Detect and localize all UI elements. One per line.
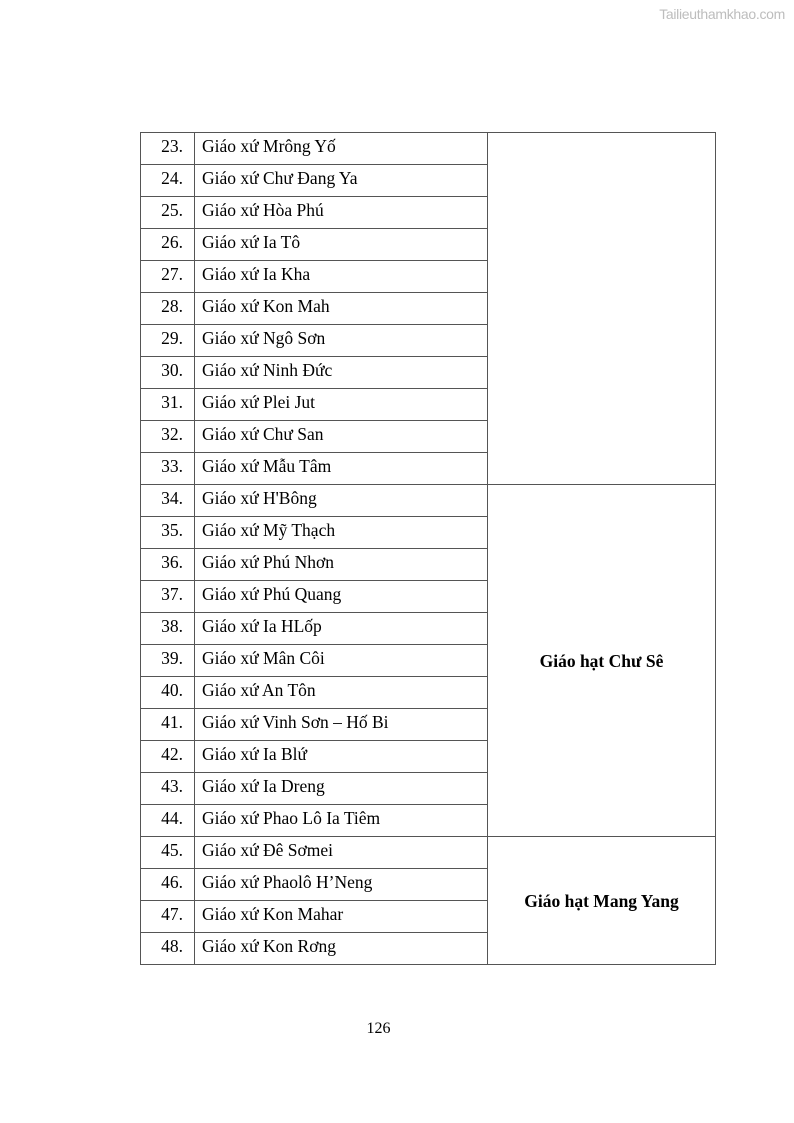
row-number: 27.	[141, 261, 195, 293]
row-number: 37.	[141, 581, 195, 613]
parish-name: Giáo xứ An Tôn	[195, 677, 488, 709]
parish-name: Giáo xứ Kon Mah	[195, 293, 488, 325]
row-number: 43.	[141, 773, 195, 805]
parish-name: Giáo xứ Mrông Yố	[195, 133, 488, 165]
deanery-name	[488, 133, 716, 485]
parish-name: Giáo xứ H'Bông	[195, 485, 488, 517]
row-number: 45.	[141, 837, 195, 869]
watermark: Tailieuthamkhao.com	[659, 6, 785, 22]
row-number: 24.	[141, 165, 195, 197]
row-number: 25.	[141, 197, 195, 229]
row-number: 34.	[141, 485, 195, 517]
row-number: 48.	[141, 933, 195, 965]
parish-name: Giáo xứ Ia Blứ	[195, 741, 488, 773]
parish-name: Giáo xứ Ninh Đức	[195, 357, 488, 389]
row-number: 32.	[141, 421, 195, 453]
parish-name: Giáo xứ Mân Côi	[195, 645, 488, 677]
row-number: 30.	[141, 357, 195, 389]
row-number: 23.	[141, 133, 195, 165]
parish-table-body	[141, 133, 716, 965]
row-number: 39.	[141, 645, 195, 677]
parish-name: Giáo xứ Mẫu Tâm	[195, 453, 488, 485]
row-number: 42.	[141, 741, 195, 773]
parish-name: Giáo xứ Đê Sơmei	[195, 837, 488, 869]
row-number: 26.	[141, 229, 195, 261]
parish-table	[140, 132, 716, 965]
parish-name: Giáo xứ Phaolô H’Neng	[195, 869, 488, 901]
parish-name: Giáo xứ Plei Jut	[195, 389, 488, 421]
deanery-name: Giáo hạt Mang Yang	[488, 837, 716, 965]
row-number: 31.	[141, 389, 195, 421]
parish-name: Giáo xứ Phú Nhơn	[195, 549, 488, 581]
row-number: 33.	[141, 453, 195, 485]
parish-name: Giáo xứ Kon Rơng	[195, 933, 488, 965]
row-number: 47.	[141, 901, 195, 933]
parish-name: Giáo xứ Mỹ Thạch	[195, 517, 488, 549]
table-row	[141, 837, 716, 869]
row-number: 44.	[141, 805, 195, 837]
parish-name: Giáo xứ Ia Dreng	[195, 773, 488, 805]
page-number: 126	[366, 1020, 391, 1037]
row-number: 28.	[141, 293, 195, 325]
parish-name: Giáo xứ Phao Lô Ia Tiêm	[195, 805, 488, 837]
parish-name: Giáo xứ Chư San	[195, 421, 488, 453]
table-row	[141, 485, 716, 517]
row-number: 36.	[141, 549, 195, 581]
parish-name: Giáo xứ Vinh Sơn – Hố Bi	[195, 709, 488, 741]
parish-name: Giáo xứ Ia Tô	[195, 229, 488, 261]
deanery-name: Giáo hạt Chư Sê	[488, 485, 716, 837]
parish-name: Giáo xứ Kon Mahar	[195, 901, 488, 933]
row-number: 41.	[141, 709, 195, 741]
table-row	[141, 133, 716, 165]
row-number: 40.	[141, 677, 195, 709]
row-number: 35.	[141, 517, 195, 549]
parish-name: Giáo xứ Ia Kha	[195, 261, 488, 293]
parish-name: Giáo xứ Ia HLốp	[195, 613, 488, 645]
row-number: 29.	[141, 325, 195, 357]
parish-name: Giáo xứ Chư Đang Ya	[195, 165, 488, 197]
parish-name: Giáo xứ Hòa Phú	[195, 197, 488, 229]
parish-name: Giáo xứ Phú Quang	[195, 581, 488, 613]
parish-name: Giáo xứ Ngô Sơn	[195, 325, 488, 357]
row-number: 38.	[141, 613, 195, 645]
row-number: 46.	[141, 869, 195, 901]
